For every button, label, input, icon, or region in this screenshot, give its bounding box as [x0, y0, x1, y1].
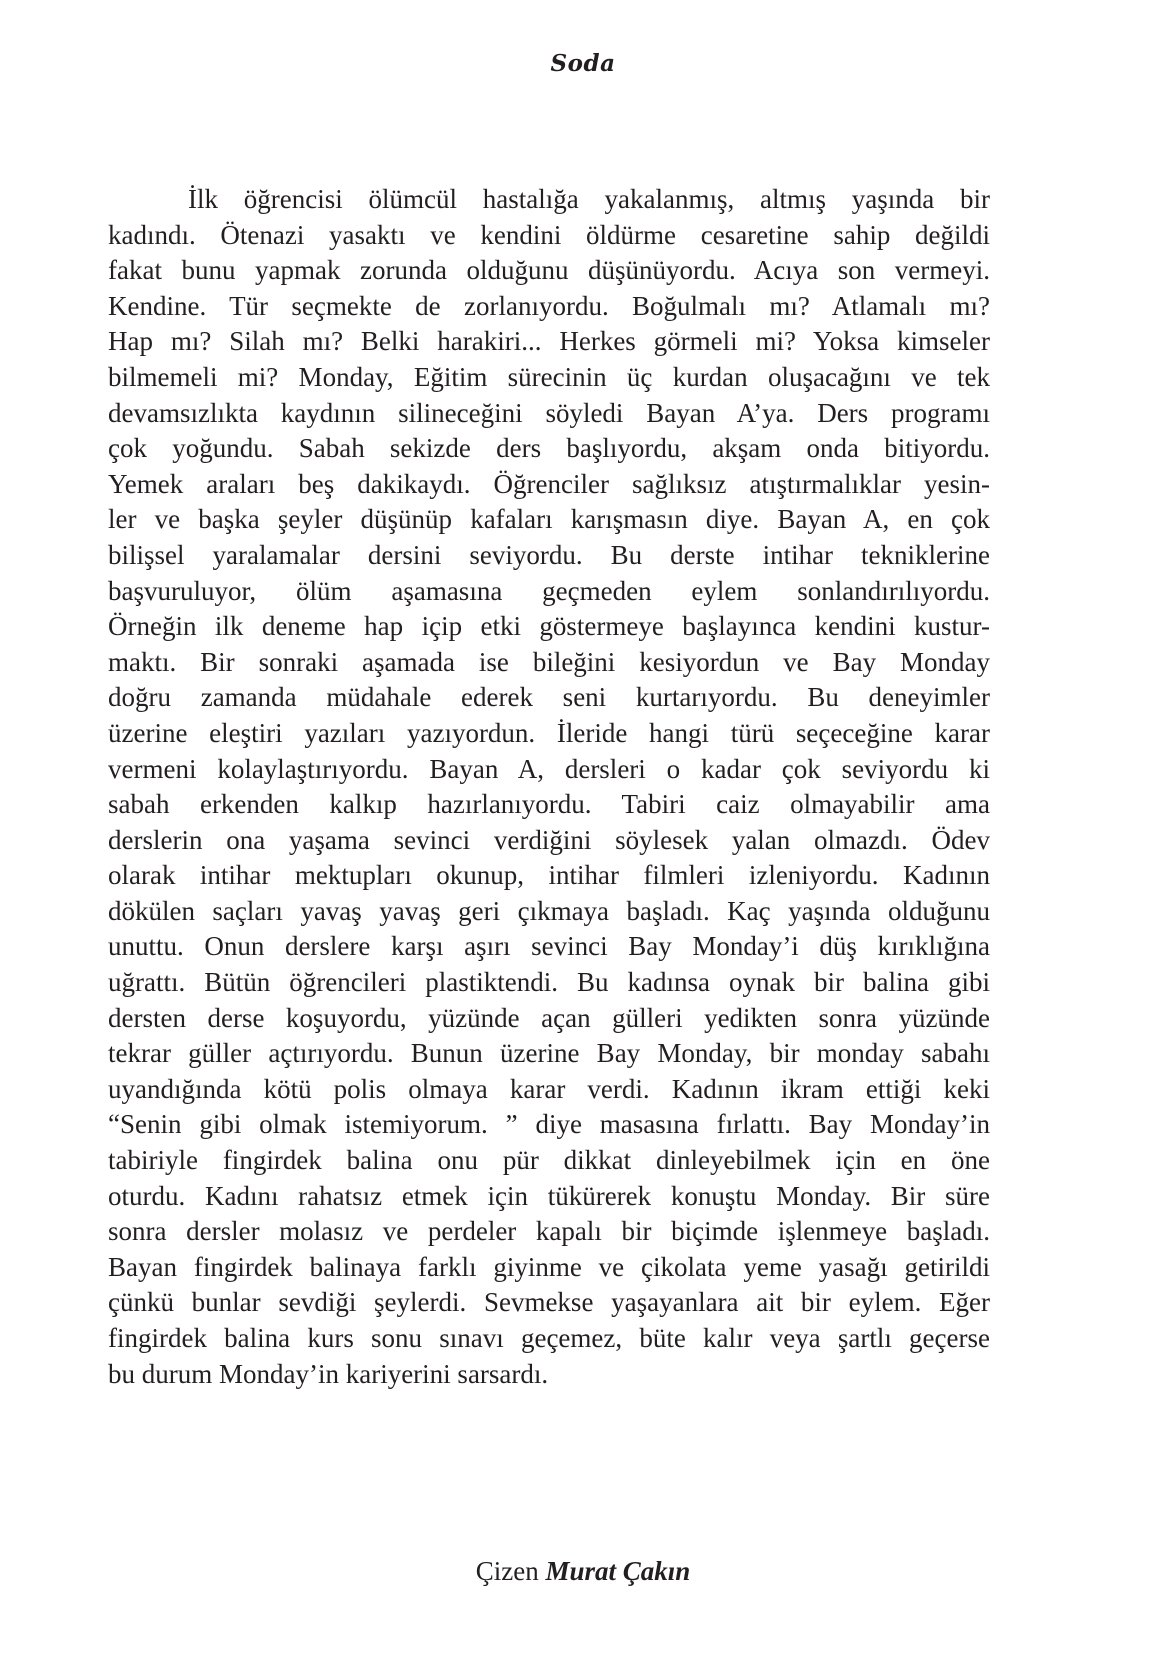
text-line: maktı. Bir sonraki aşamada ise bileğini kesiyordun ve Bay Monday	[108, 646, 990, 677]
text-line	[108, 182, 990, 218]
body-paragraph	[108, 182, 990, 1392]
text-line: tekrar güller açtırıyordu. Bunun üzerine Bay Monday, bir monday sabahı	[108, 1038, 990, 1069]
text-line: Bayan fingirdek balinaya farklı giyinme ve çikolata yeme yasağı getirildi	[108, 1251, 990, 1282]
text-line: dersten derse koşuyordu, yüzünde açan gülleri yedikten sonra yüzünde	[108, 1002, 990, 1033]
text-line: uyandığında kötü polis olmaya karar verdi. Kadının ikram ettiği keki	[108, 1073, 990, 1104]
text-line: Örneğin ilk deneme hap içip etki göstermeye başlayınca kendini kustur-	[108, 611, 990, 642]
text-line: doğru zamanda müdahale ederek seni kurtarıyordu. Bu deneyimler	[108, 682, 990, 713]
text-line: bilmemeli mi? Monday, Eğitim sürecinin üç kurdan oluşacağını ve tek	[108, 361, 990, 392]
text-line: fingirdek balina kurs sonu sınavı geçemez, büte kalır veya şartlı geçerse	[108, 1323, 990, 1353]
text-line: vermeni kolaylaştırıyordu. Bayan A, dersleri o kadar çok seviyordu ki	[108, 753, 990, 784]
text-line: ler ve başka şeyler düşünüp kafaları karışmasın diye. Bayan A, en çok	[108, 504, 990, 535]
text-line-content: İlk öğrencisi ölümcül hastalığa yakalanmış, altmış yaşında bir	[188, 184, 990, 214]
text-line: derslerin ona yaşama sevinci verdiğini söylesek yalan olmazdı. Ödev	[108, 824, 990, 855]
text-line: üzerine eleştiri yazıları yazıyordun. İleride hangi türü seçeceğine karar	[108, 717, 990, 748]
text-line: kadındı. Ötenazi yasaktı ve kendini öldürme cesaretine sahip değildi	[108, 219, 990, 250]
text-line: başvuruluyor, ölüm aşamasına geçmeden eylem sonlandırılıyordu.	[108, 575, 990, 606]
text-line: olarak intihar mektupları okunup, intihar filmleri izleniyordu. Kadının	[108, 860, 990, 891]
illustrator-credit	[0, 1556, 1166, 1587]
text-line: sonra dersler molasız ve perdeler kapalı bir biçimde işlenmeye başladı.	[108, 1216, 990, 1247]
text-line: oturdu. Kadını rahatsız etmek için tükürerek konuştu Monday. Bir süre	[108, 1180, 990, 1211]
text-line-last: bu durum Monday’in kariyerini sarsardı.	[108, 1358, 549, 1389]
text-line: tabiriyle fingirdek balina onu pür dikkat dinleyebilmek için en öne	[108, 1145, 990, 1176]
text-line: Kendine. Tür seçmekte de zorlanıyordu. Boğulmalı mı? Atlamalı mı?	[108, 290, 990, 321]
text-line: uğrattı. Bütün öğrencileri plastiktendi. Bu kadınsa oynak bir balina gibi	[108, 967, 990, 998]
text-line: sabah erkenden kalkıp hazırlanıyordu. Tabiri caiz olmayabilir ama	[108, 789, 990, 820]
text-line: çünkü bunlar sevdiği şeylerdi. Sevmekse yaşayanlara ait bir eylem. Eğer	[108, 1287, 990, 1318]
running-head: Soda	[550, 50, 616, 77]
text-line: bilişsel yaralamalar dersini seviyordu. Bu derste intihar tekniklerine	[108, 539, 990, 570]
text-line: “Senin gibi olmak istemiyorum. ” diye masasına fırlattı. Bay Monday’in	[108, 1109, 990, 1140]
text-line: fakat bunu yapmak zorunda olduğunu düşünüyordu. Acıya son vermeyi.	[108, 255, 990, 286]
text-line: dökülen saçları yavaş yavaş geri çıkmaya başladı. Kaç yaşında olduğunu	[108, 895, 990, 926]
credit-role: Çizen	[475, 1556, 539, 1586]
text-line: devamsızlıkta kaydının silineceğini söyledi Bayan A’ya. Ders programı	[108, 397, 990, 428]
text-line: unuttu. Onun derslere karşı aşırı sevinci Bay Monday’i düş kırıklığına	[108, 931, 990, 962]
text-line: çok yoğundu. Sabah sekizde ders başlıyordu, akşam onda bitiyordu.	[108, 433, 990, 464]
text-line: Hap mı? Silah mı? Belki harakiri... Herkes görmeli mi? Yoksa kimseler	[108, 326, 990, 357]
credit-name: Murat Çakın	[545, 1556, 691, 1586]
text-line: Yemek araları beş dakikaydı. Öğrenciler sağlıksız atıştırmalıklar yesin-	[108, 468, 990, 499]
